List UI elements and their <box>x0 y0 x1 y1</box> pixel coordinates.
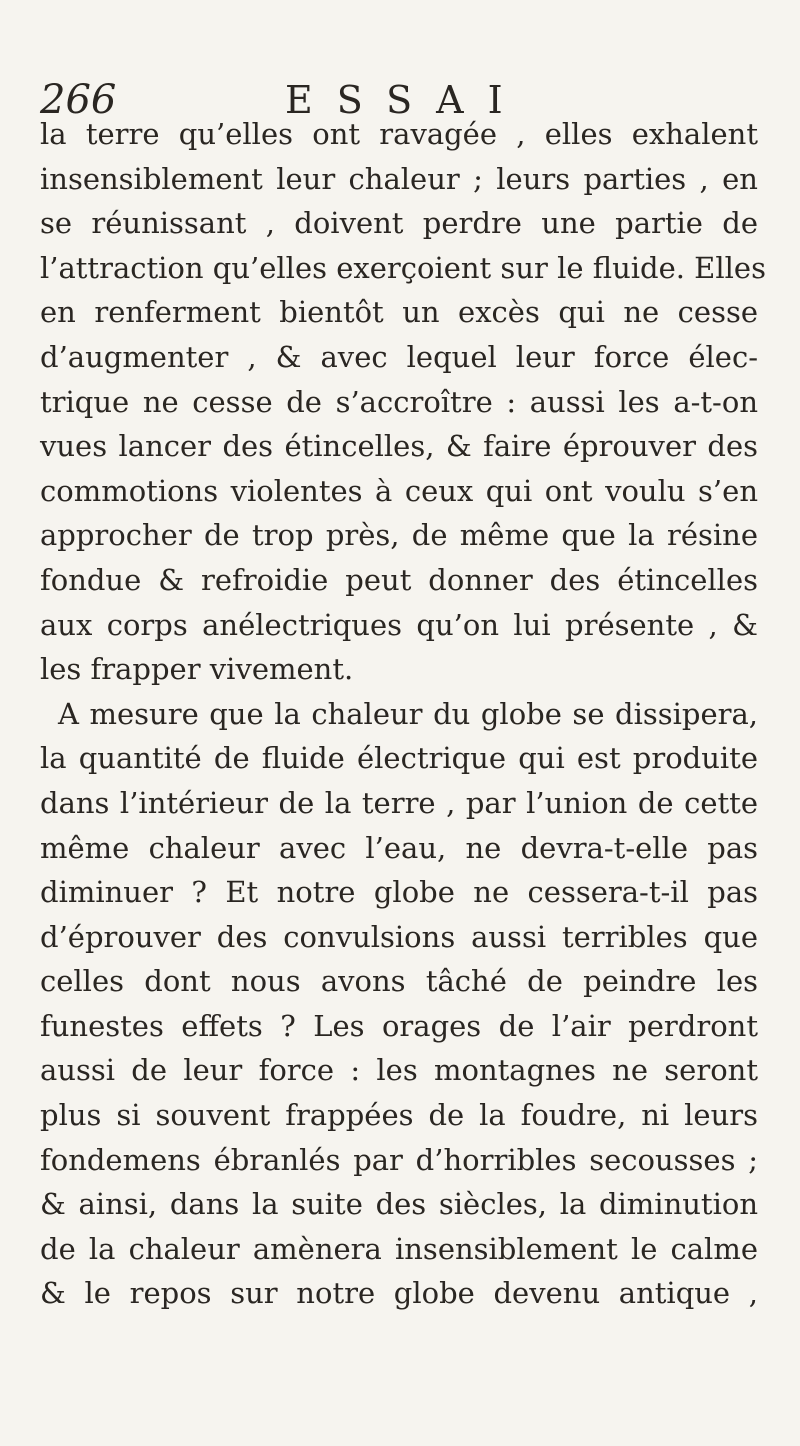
text-line: aussi de leur force : les montagnes ne seront <box>40 1053 758 1088</box>
text-line: les frapper vivement. <box>40 652 354 687</box>
text-line: se réunissant , doivent perdre une partie de <box>40 206 758 241</box>
text-line: diminuer ? Et notre globe ne cessera-t-il pas <box>40 875 758 910</box>
body-text <box>40 112 766 1316</box>
text-line: approcher de trop près, de même que la résine <box>40 518 758 553</box>
text-line: aux corps anélectriques qu’on lui présente , & <box>40 607 758 642</box>
text-line: plus si souvent frappées de la foudre, ni leurs <box>40 1098 758 1133</box>
text-line: & le repos sur notre globe devenu antique , <box>40 1276 758 1311</box>
text-line: celles dont nous avons tâché de peindre les <box>40 964 758 999</box>
text-line: fondue & refroidie peut donner des étincelles <box>40 562 758 597</box>
text-line: dans l’intérieur de la terre , par l’union de cette <box>40 785 758 820</box>
text-line: la quantité de fluide électrique qui est produite <box>40 741 758 776</box>
text-line: de la chaleur amènera insensiblement le calme <box>40 1231 758 1266</box>
text-line: en renferment bientôt un excès qui ne cesse <box>40 295 758 330</box>
text-line: commotions violentes à ceux qui ont voulu s’en <box>40 473 758 508</box>
text-line: funestes effets ? Les orages de l’air perdront <box>40 1008 758 1043</box>
text-line: même chaleur avec l’eau, ne devra-t-elle pas <box>40 830 758 865</box>
text-line: l’attraction qu’elles exerçoient sur le fluide. Elles <box>40 250 766 285</box>
text-line: trique ne cesse de s’accroître : aussi les a-t-on <box>40 384 758 419</box>
text-line: fondemens ébranlés par d’horribles secousses ; <box>40 1142 758 1177</box>
text-line: la terre qu’elles ont ravagée , elles exhalent <box>40 117 758 151</box>
text-line: d’augmenter , & avec lequel leur force élec- <box>40 339 758 374</box>
text-line: d’éprouver des convulsions aussi terribles que <box>40 919 758 954</box>
text-line: vues lancer des étincelles, & faire éprouver des <box>40 429 758 464</box>
text-line: A mesure que la chaleur du globe se dissipera, <box>58 696 758 731</box>
text-line: & ainsi, dans la suite des siècles, la diminution <box>40 1187 758 1222</box>
page-number: 266 <box>40 77 117 123</box>
running-title: ESSAI <box>285 78 527 122</box>
text-line: insensiblement leur chaleur ; leurs parties , en <box>40 161 758 196</box>
